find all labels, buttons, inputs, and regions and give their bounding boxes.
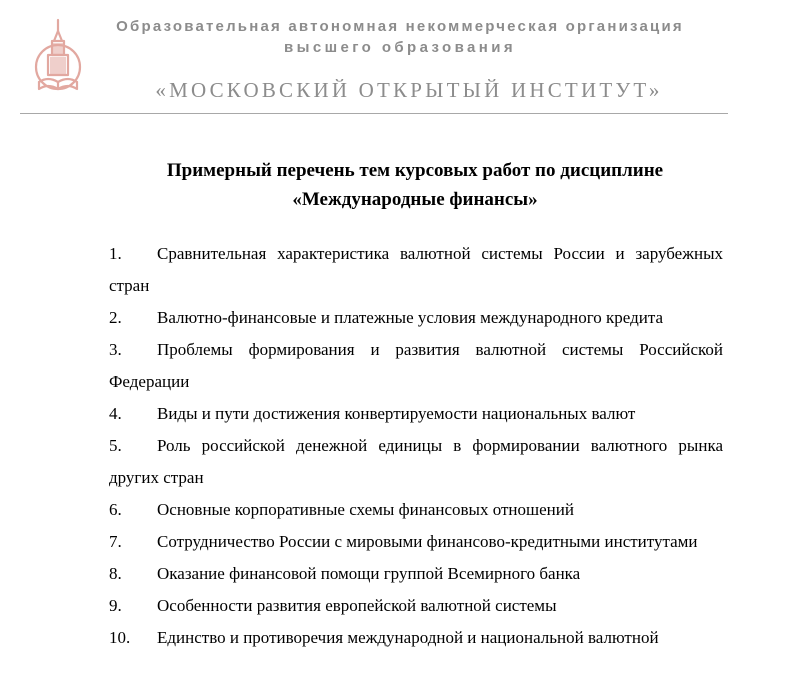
topic-text: Роль российской денежной единицы в формировании валютного рынка других стран — [109, 436, 723, 487]
topic-item — [109, 334, 723, 398]
document-title — [70, 156, 760, 214]
topic-text: Проблемы формирования и развития валютной системы Российской Федерации — [109, 340, 723, 391]
document-title-line-1: Примерный перечень тем курсовых работ по дисциплине — [166, 160, 664, 181]
organization-level-line: высшего образования — [284, 39, 516, 56]
topic-text: Основные корпоративные схемы финансовых отношений — [157, 500, 574, 519]
topic-item — [109, 238, 723, 302]
topic-text: Сравнительная характеристика валютной системы России и зарубежных стран — [109, 244, 723, 295]
topic-item — [109, 590, 723, 622]
topic-item — [109, 558, 723, 590]
topic-number: 6. — [109, 500, 122, 519]
topic-text: Виды и пути достижения конвертируемости национальных валют — [157, 404, 636, 423]
topic-number: 8. — [109, 564, 122, 583]
topic-item — [109, 622, 723, 654]
topic-item — [109, 526, 723, 558]
topic-item — [109, 494, 723, 526]
topic-text: Единство и противоречия международной и национальной валютной — [157, 628, 659, 647]
topic-number: 4. — [109, 404, 122, 423]
topic-text: Оказание финансовой помощи группой Всемирного банка — [157, 564, 581, 583]
institute-name: «МОСКОВСКИЙ ОТКРЫТЫЙ ИНСТИТУТ» — [155, 78, 663, 102]
topic-number: 5. — [109, 436, 122, 455]
topic-item — [109, 302, 723, 334]
topic-list — [109, 238, 723, 654]
topic-text: Валютно-финансовые и платежные условия международного кредита — [157, 308, 664, 327]
topic-number: 1. — [109, 244, 122, 263]
topic-number: 10. — [109, 628, 131, 647]
topic-number: 9. — [109, 596, 122, 615]
topic-number: 3. — [109, 340, 122, 359]
header-divider — [20, 113, 728, 114]
topic-item — [109, 430, 723, 494]
document-title-line-2: «Международные финансы» — [292, 189, 538, 210]
topic-number: 2. — [109, 308, 122, 327]
topic-item — [109, 398, 723, 430]
organization-type-line: Образовательная автономная некоммерческая организация — [116, 18, 684, 35]
topic-text: Особенности развития европейской валютной системы — [157, 596, 557, 615]
letterhead — [0, 0, 787, 118]
topic-number: 7. — [109, 532, 122, 551]
topic-text: Сотрудничество России с мировыми финансово-кредитными институтами — [157, 532, 698, 551]
